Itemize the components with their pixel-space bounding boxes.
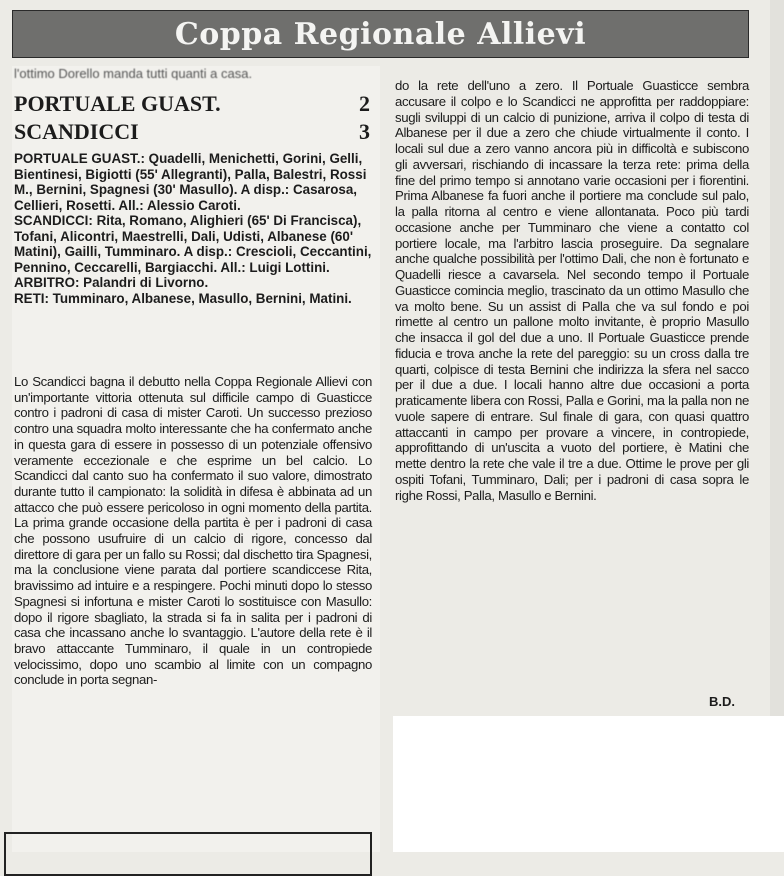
match-details (14, 151, 372, 306)
score-row-away (14, 120, 370, 144)
left-column (12, 66, 380, 852)
away-lineup: SCANDICCI: Rita, Romano, Alighieri (65' Di Francisca), Tofani, Alicontri, Maestrelli, Dali, Udisti, Albanese (60' Matini), Gailli, Tumminaro. A disp.: Crescioli, Ceccantini, Pennino, Ceccarelli, Bargiacchi. All.: Luigi Lottini. (14, 213, 372, 275)
home-team-name: PORTUALE GUAST. (14, 91, 221, 116)
article-body-right (395, 78, 749, 503)
right-column (393, 66, 753, 716)
article-paragraph-continued: do la rete dell'uno a zero. Il Portuale Guasticce sembra accusare il colpo e lo Scandicci ne approfitta per raddoppiare: sugli sviluppi di un calcio di punizione, arriva il colpo di testa di Albanese per il due a zero che chiude virtualmente il conto. I locali sul due a zero vanno ancora più in difficoltà e subiscono gli avversari, rischiando di incassare la terza rete: prima della fine del primo tempo si annotano varie occasioni per i fiorentini. Prima Albanese fa fuori anche il portiere ma conclude sul palo, la palla ritorna al centro e viene allontanata. Poco più tardi occasione anche per Tumminaro che viene a contatto col portiere locale, ma l'arbitro lascia proseguire. Da segnalare anche qualche possibilità per l'ottimo Dali, che non è fortunato e Quadelli riesce a cavarsela. Nel secondo tempo il Portuale Guasticce comincia meglio, trascinato da un ottimo Masullo che va molto bene. Su un assist di Palla che va sul fondo e poi rimette al centro un pallone molto invitante, è proprio Masullo che insacca il gol del due a uno. Il Portuale Guasticce prende fiducia e trova anche la rete del pareggio: su un cross dalla tre quarti, colpisce di testa Bernini che indirizza la sfera nel sacco per il due a due. I locali hanno altre due occasioni a porta praticamente libera con Rossi, Palla e Gorini, ma la palla non ne vuole sapere di entrare. Sul finale di gara, con quasi quattro attaccanti in campo per provare a vincere, in contropiede, approfittando di un'uscita a vuoto del portiere, è Matini che mette dentro la rete che vale il tre a due. Ottime le prove per gli ospiti Tofani, Tumminaro, Dali; per i padroni di casa sopra le righe Rossi, Palla, Masullo e Bernini. (395, 78, 749, 503)
blank-area (393, 716, 784, 852)
away-team-score: 3 (359, 119, 370, 144)
cut-text-line: l'ottimo Dorello manda tutti quanti a casa. (14, 68, 253, 80)
article-paragraph: Lo Scandicci bagna il debutto nella Coppa Regionale Allievi con un'importante vittoria ottenuta sul difficile campo di Guasticce contro i padroni di casa di mister Caroti. Un successo prezioso contro una squadra molto interessante che ha confermato anche in questa gara di essere in possesso di un potenziale offensivo veramente eccezionale e che esprime un bel calcio. Lo Scandicci dal canto suo ha confermato il suo valore, dimostrato durante tutto il campionato: la solidità in difesa è abbinata ad un attacco che può essere pericoloso in ogni momento della partita. La prima grande occasione della partita è per i padroni di casa che possono usufruire di un calcio di rigore, concesso dal direttore di gara per un fallo su Rossi; dal dischetto tira Spagnesi, ma la conclusione viene parata dal portiere scandiccese Rita, bravissimo ad intuire e a respingere. Pochi minuti dopo lo stesso Spagnesi si infortuna e mister Caroti lo sostituisce con Masullo: dopo il rigore sbagliato, la strada si fa in salita per i padroni di casa che incassano anche lo svantaggio. L'autore della rete è il bravo attaccante Tumminaro, il quale in un contropiede velocissimo, dopo uno scambio al limite con un compagno conclude in porta segnan- (14, 374, 372, 688)
away-team-name: SCANDICCI (14, 119, 139, 144)
author-signature: B.D. (709, 694, 735, 709)
section-title: Coppa Regionale Allievi (174, 16, 587, 52)
article-body-left (14, 374, 372, 688)
page-edge (770, 0, 784, 716)
home-team-score: 2 (359, 91, 370, 116)
home-lineup: PORTUALE GUAST.: Quadelli, Menichetti, Gorini, Gelli, Bientinesi, Bigiotti (55' Allegranti), Palla, Balestri, Rossi M., Bernini, Spagnesi (30' Masullo). A disp.: Casarosa, Cellieri, Rosetti. All.: Alessio Caroti. (14, 151, 367, 213)
goalscorers: RETI: Tumminaro, Albanese, Masullo, Bernini, Matini. (14, 290, 352, 306)
referee: ARBITRO: Palandri di Livorno. (14, 275, 209, 290)
next-article-frame (4, 832, 372, 876)
section-banner (12, 10, 749, 58)
score-row-home (14, 92, 370, 116)
